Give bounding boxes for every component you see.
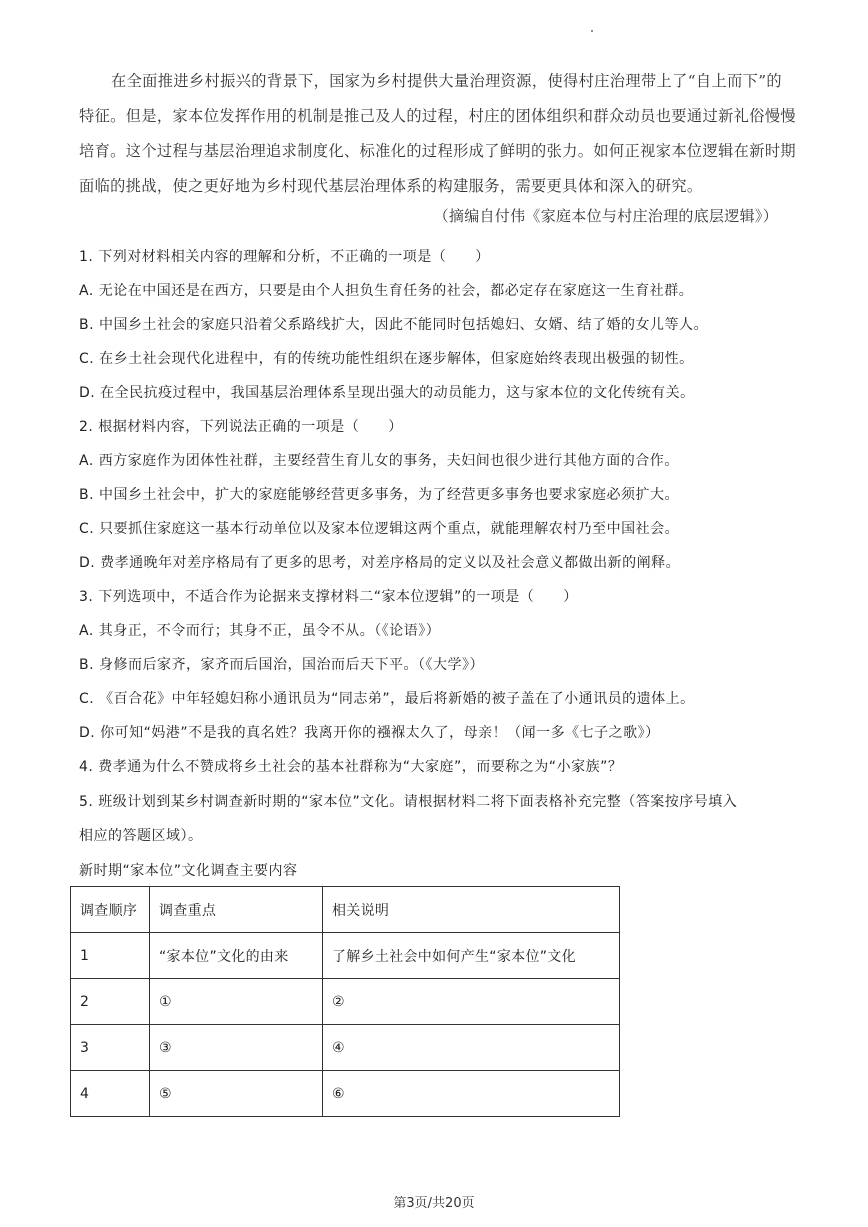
passage-line: 面临的挑战，使之更好地为乡村现代基层治理体系的构建服务，需要更具体和深入的研究。 xyxy=(79,177,703,195)
table-cell: 3 xyxy=(71,1025,150,1071)
question-5-stem: 5. 班级计划到某乡村调查新时期的“家本位”文化。请根据材料二将下面表格补充完整（答案按序号填入 xyxy=(79,794,738,810)
question-2-stem: 2. 根据材料内容，下列说法正确的一项是（ ） xyxy=(79,419,403,435)
table-header-cell: 调查顺序 xyxy=(71,887,150,933)
question-3-option-d: D. 你可知“妈港”不是我的真名姓？我离开你的襁褓太久了，母亲！（闻一多《七子之歌》） xyxy=(79,725,660,741)
question-3-option-c: C. 《百合花》中年轻媳妇称小通讯员为“同志弟”，最后将新婚的被子盖在了小通讯员的遗体上。 xyxy=(79,691,695,707)
table-header-cell: 调查重点 xyxy=(150,887,323,933)
passage-paragraph xyxy=(79,64,797,204)
question-1-stem: 1. 下列对材料相关内容的理解和分析，不正确的一项是（ ） xyxy=(79,249,490,265)
question-3-stem: 3. 下列选项中，不适合作为论据来支撑材料二“家本位逻辑”的一项是（ ） xyxy=(79,589,578,605)
page-number-footer: 第3页/共20页 xyxy=(393,1196,475,1211)
table-cell: 2 xyxy=(71,979,150,1025)
table-cell: ② xyxy=(323,979,620,1025)
question-4-stem: 4. 费孝通为什么不赞成将乡土社会的基本社群称为“大家庭”，而要称之为“小家族”？ xyxy=(79,759,623,775)
table-caption: 新时期“家本位”文化调查主要内容 xyxy=(79,863,298,879)
table-cell: 4 xyxy=(71,1071,150,1117)
scan-speck xyxy=(591,30,593,32)
question-1-option-a: A. 无论在中国还是在西方，只要是由个人担负生育任务的社会，都必定存在家庭这一生育社群。 xyxy=(79,283,694,299)
question-3-option-b: B. 身修而后家齐，家齐而后国治，国治而后天下平。（《大学》） xyxy=(79,657,485,673)
passage-line: 特征。但是，家本位发挥作用的机制是推己及人的过程，村庄的团体组织和群众动员也要通过新礼俗慢慢 xyxy=(79,107,797,125)
table-row xyxy=(71,1071,620,1117)
question-3-option-a: A. 其身正，不令而行；其身不正，虽令不从。（《论语》） xyxy=(79,623,441,639)
passage-line: 在全面推进乡村振兴的背景下，国家为乡村提供大量治理资源，使得村庄治理带上了“自上而下”的 xyxy=(111,72,783,90)
question-1-option-d: D. 在全民抗疫过程中，我国基层治理体系呈现出强大的动员能力，这与家本位的文化传统有关。 xyxy=(79,385,695,401)
table-header-row xyxy=(71,887,620,933)
table-header-cell: 相关说明 xyxy=(323,887,620,933)
table-row xyxy=(71,933,620,979)
question-2-option-a: A. 西方家庭作为团体性社群，主要经营生育儿女的事务，夫妇间也很少进行其他方面的合作。 xyxy=(79,453,679,469)
question-2-option-d: D. 费孝通晚年对差序格局有了更多的思考，对差序格局的定义以及社会意义都做出新的阐释。 xyxy=(79,555,681,571)
question-2-option-b: B. 中国乡土社会中，扩大的家庭能够经营更多事务，为了经营更多事务也要求家庭必须扩大。 xyxy=(79,487,680,503)
question-1-option-b: B. 中国乡土社会的家庭只沿着父系路线扩大，因此不能同时包括媳妇、女婿、结了婚的女儿等人。 xyxy=(79,317,709,333)
table-cell: 了解乡土社会中如何产生“家本位”文化 xyxy=(323,933,620,979)
table-cell: ⑤ xyxy=(150,1071,323,1117)
question-1-option-c: C. 在乡土社会现代化进程中，有的传统功能性组织在逐步解体，但家庭始终表现出极强的韧性。 xyxy=(79,351,694,367)
passage-line: 培育。这个过程与基层治理追求制度化、标准化的过程形成了鲜明的张力。如何正视家本位逻辑在新时期 xyxy=(79,142,797,160)
table-cell: ⑥ xyxy=(323,1071,620,1117)
passage-source: （摘编自付伟《家庭本位与村庄治理的底层逻辑》） xyxy=(433,207,778,225)
question-2-option-c: C. 只要抓住家庭这一基本行动单位以及家本位逻辑这两个重点，就能理解农村乃至中国社会。 xyxy=(79,521,680,537)
table-cell: ③ xyxy=(150,1025,323,1071)
table-cell: “家本位”文化的由来 xyxy=(150,933,323,979)
question-5-stem-continued: 相应的答题区域）。 xyxy=(79,828,203,844)
table-cell: ④ xyxy=(323,1025,620,1071)
table-row xyxy=(71,1025,620,1071)
survey-table xyxy=(70,886,620,1117)
table-cell: 1 xyxy=(71,933,150,979)
table-cell: ① xyxy=(150,979,323,1025)
table-row xyxy=(71,979,620,1025)
